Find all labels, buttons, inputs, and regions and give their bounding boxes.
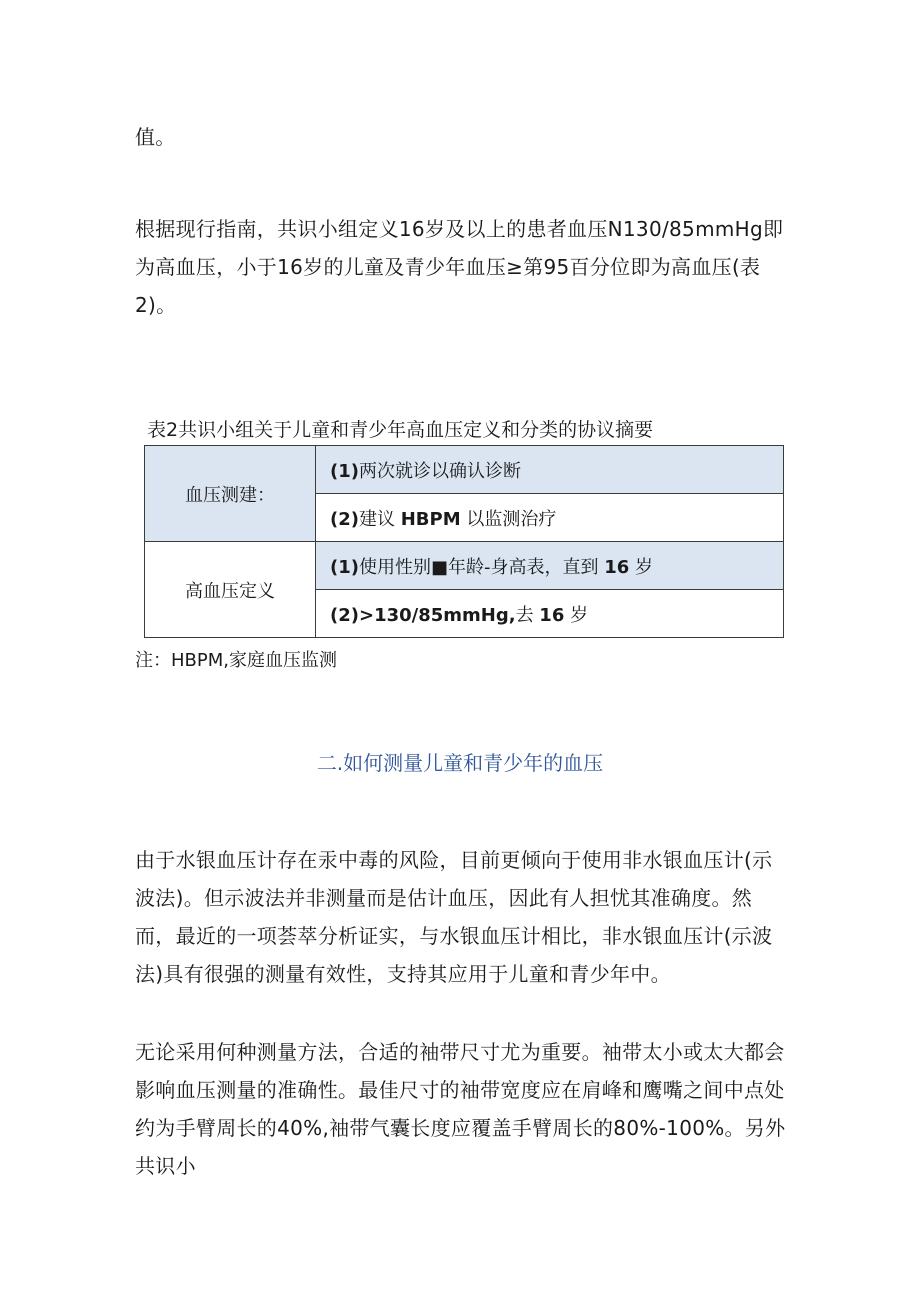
table-row xyxy=(145,446,784,494)
item-number: (1) xyxy=(330,556,359,578)
item-text: 两次就诊以确认诊断 xyxy=(358,460,521,482)
continued-text-line: 值。 xyxy=(135,125,176,149)
section-heading: 二.如何测量儿童和青少年的血压 xyxy=(316,751,604,775)
item-unit: 岁 xyxy=(564,604,589,626)
intro-paragraph: 根据现行指南，共识小组定义16岁及以上的患者血压N130/85mmHg即为高血压，小于16岁的儿童及青少年血压≥第95百分位即为高血压(表2)。 xyxy=(135,217,784,317)
table-row xyxy=(145,542,784,590)
table-cell xyxy=(316,446,784,494)
item-age: 16 xyxy=(539,604,565,626)
item-text: 去 xyxy=(515,604,540,626)
section-paragraph-2: 无论采用何种测量方法，合适的袖带尺寸尤为重要。袖带太小或太大都会影响血压测量的准确性。最佳尺寸的袖带宽度应在肩峰和鹰嘴之间中点处约为手臂周长的40%,袖带气囊长度应覆盖手臂周长的80%-100%。另外共识小 xyxy=(135,1040,786,1178)
item-text: 以监测治疗 xyxy=(460,508,557,530)
table-cell xyxy=(316,542,784,590)
item-number: (2) xyxy=(330,604,359,626)
item-number: (1) xyxy=(330,460,359,482)
item-number: (2) xyxy=(330,508,359,530)
hypertension-summary-table xyxy=(144,445,784,638)
item-unit: 岁 xyxy=(629,556,654,578)
item-abbreviation: HBPM xyxy=(400,508,461,530)
item-text: 建议 xyxy=(358,508,401,530)
table-caption: 表2共识小组关于儿童和青少年高血压定义和分类的协议摘要 xyxy=(147,419,654,441)
table-note: 注：HBPM,家庭血压监测 xyxy=(135,650,337,671)
table-cell xyxy=(316,590,784,638)
section-paragraph-1: 由于水银血压计存在汞中毒的风险，目前更倾向于使用非水银血压计(示波法)。但示波法并非测量而是估计血压，因此有人担忧其准确度。然而，最近的一项荟萃分析证实，与水银血压计相比，非水银血压计(示波法)具有很强的测量有效性，支持其应用于儿童和青少年中。 xyxy=(135,848,773,986)
item-age: 16 xyxy=(604,556,630,578)
table-cell xyxy=(316,494,784,542)
table-category-cell: 高血压定义 xyxy=(145,542,316,638)
item-text: 使用性别■年龄-身高表，直到 xyxy=(358,556,605,578)
table-category-cell: 血压测建： xyxy=(145,446,316,542)
item-threshold: >130/85mmHg, xyxy=(358,604,516,626)
